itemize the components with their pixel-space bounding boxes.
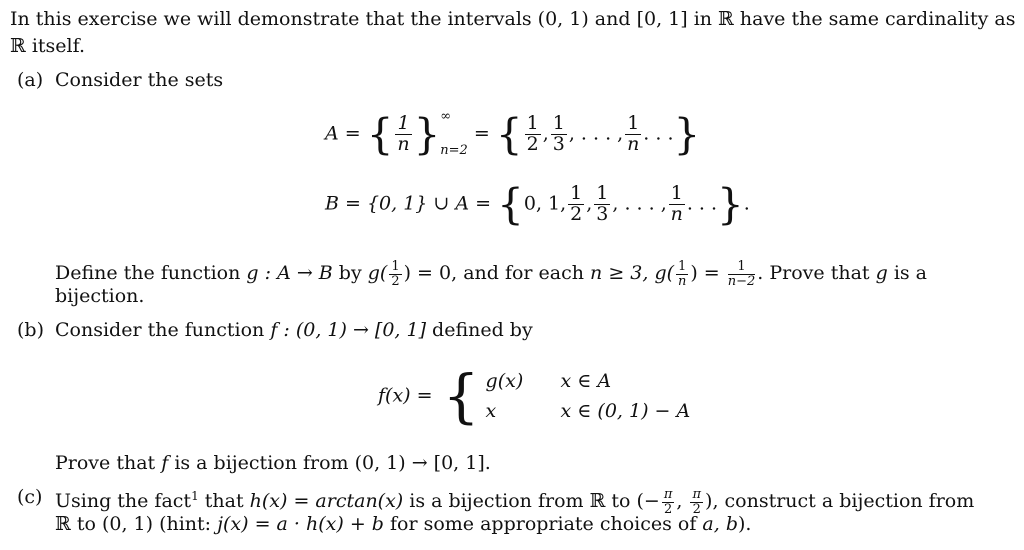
piecewise-f: f(x) = { g(x) x ∈ A x x ∈ (0, 1) − A	[378, 362, 691, 430]
define-g-line: Define the function g : A → B by g( $\frac{1}{2}$ ) = 0, and for each n ≥ 3, g( $\frac{1}{n}$ ) = $\frac{1}{n-2}$ . Prove that g is a	[55, 259, 928, 289]
part-c-line-1: Using the fact$^1$ that h(x) = arctan(x) is a bijection from ℝ to (− $\frac{\pi}{2}$ , $\frac{\pi}{2}$ ), construct a bijection from	[55, 487, 975, 517]
part-a-consider: Consider the sets	[55, 69, 224, 91]
part-a-label: (a)	[17, 69, 44, 91]
part-c-line-2: ℝ to (0, 1) (hint: j(x) = a · h(x) + b for some appropriate choices of a, b).	[55, 513, 752, 535]
part-b-label: (b)	[17, 319, 44, 341]
intro-line-1: In this exercise we will demonstrate that the intervals (0, 1) and [0, 1] in ℝ have the same cardinality as	[10, 8, 1016, 30]
intro-line-2: ℝ itself.	[10, 35, 86, 57]
part-b-consider: Consider the function f : (0, 1) → [0, 1] defined by	[55, 319, 533, 341]
footnote-marker: 1	[191, 488, 199, 503]
part-c-label: (c)	[17, 486, 43, 508]
define-g-line-2: bijection.	[55, 285, 145, 307]
equation-b: B = {0, 1} ∪ A = {0, 1, $\frac{1}{2}$ , $\frac{1}{3}$ , . . . , $\frac{1}{n}$ . . .}.	[325, 179, 750, 229]
part-b-prove: Prove that f is a bijection from (0, 1) → [0, 1].	[55, 452, 491, 474]
equation-a: A = { $\frac{1}{n}$ } ∞ n=2 = { $\frac{1}{2}$ , $\frac{1}{3}$ , . . . , $\frac{1}{n}$ . . .}	[325, 109, 701, 159]
